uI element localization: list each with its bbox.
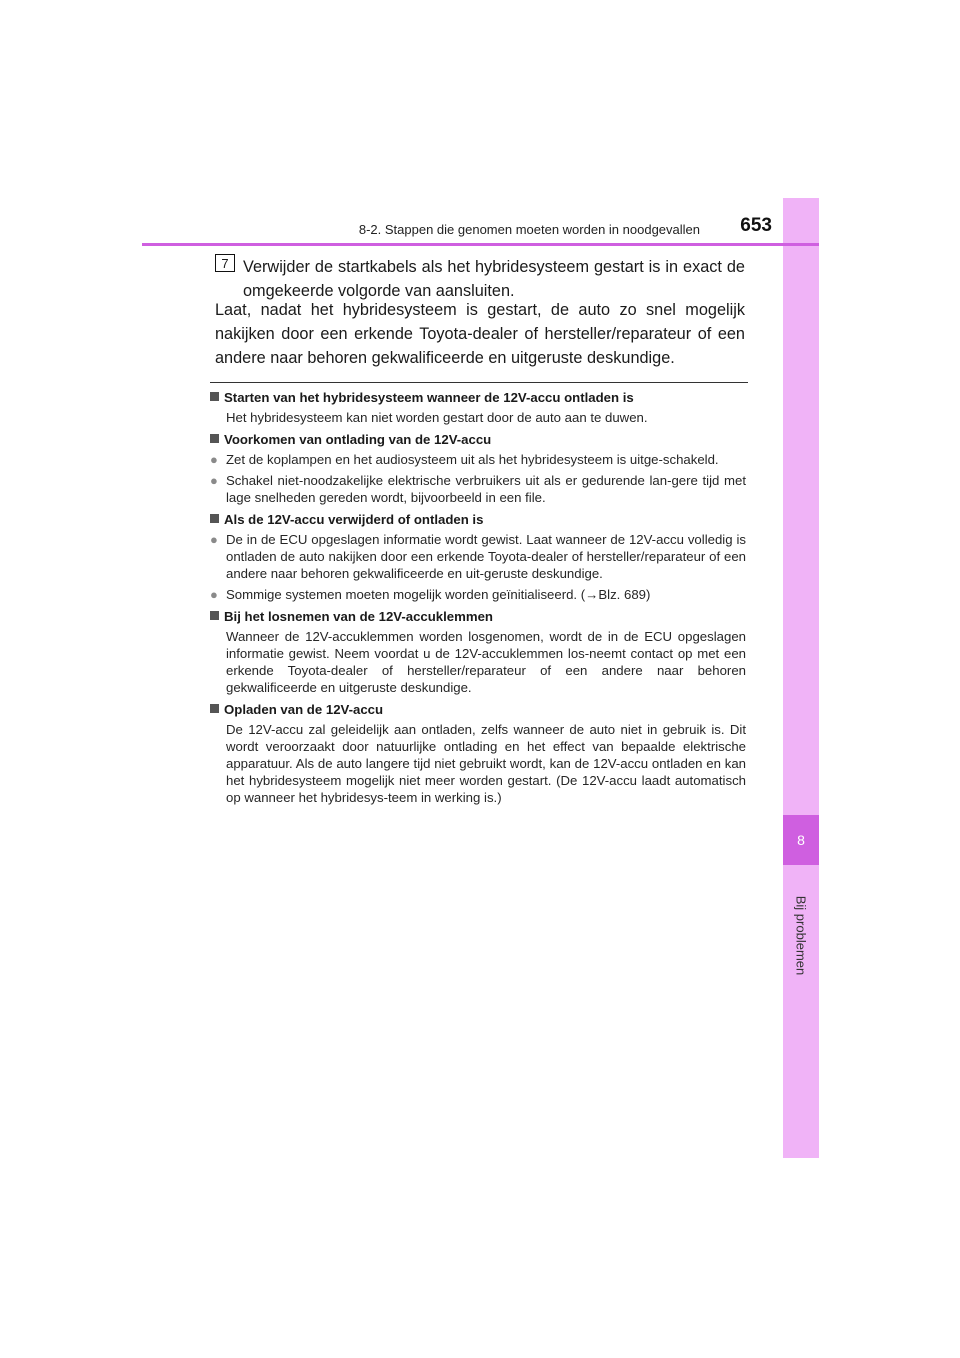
square-bullet-icon xyxy=(210,704,219,713)
circle-bullet-icon: ● xyxy=(210,587,218,602)
square-bullet-icon xyxy=(210,392,219,401)
note-section xyxy=(210,701,746,806)
note-heading-text: Voorkomen van ontlading van de 12V-accu xyxy=(224,432,492,447)
step-instruction xyxy=(243,255,745,303)
step-followup-note xyxy=(215,298,745,370)
note-bullet-text: Schakel niet-noodzakelijke elektrische verbruikers uit als er gedurende lan-gere tijd met lage snelheden gereden wordt, bijvoorbeeld in een file. xyxy=(226,473,746,505)
note-heading xyxy=(210,608,746,625)
circle-bullet-icon: ● xyxy=(210,532,218,547)
step-number-box: 7 xyxy=(215,254,235,272)
chapter-label-container xyxy=(783,880,819,990)
note-body: Het hybridesysteem kan niet worden gestart door de auto aan te duwen. xyxy=(226,410,648,425)
chapter-label: Bij problemen xyxy=(793,895,809,975)
note-bullet-item xyxy=(210,586,746,603)
step-followup-text: Laat, nadat het hybridesysteem is gestart, de auto zo snel mogelijk nakijken door een erkende Toyota-dealer of hersteller/reparateur of een andere naar behoren gekwalificeerde en uitgeruste deskundige. xyxy=(215,301,745,367)
note-body: De 12V-accu zal geleidelijk aan ontladen, zelfs wanneer de auto niet in gebruik is. Dit wordt veroorzaakt door natuurlijke ontlading en het effect van bepaalde elektrische apparatuur. Als de auto langere tijd niet gebruikt wordt, kan de 12V-accu ontladen en kan het hybridesysteem mogelijk niet meer worden gestart. (De 12V-accu laadt automatisch op wanneer het hybridesys-teem in werking is.) xyxy=(226,722,746,805)
note-heading-text: Opladen van de 12V-accu xyxy=(224,702,384,717)
section-divider xyxy=(210,382,748,383)
note-section xyxy=(210,389,746,426)
chapter-number-badge xyxy=(783,815,819,865)
note-heading xyxy=(210,511,746,528)
step-instruction-text: Verwijder de startkabels als het hybridesysteem gestart is in exact de omgekeerde volgorde van aansluiten. xyxy=(243,258,745,300)
note-bullet-item xyxy=(210,531,746,582)
note-section xyxy=(210,608,746,696)
circle-bullet-icon: ● xyxy=(210,452,218,467)
note-heading-text: Starten van het hybridesysteem wanneer de 12V-accu ontladen is xyxy=(224,390,634,405)
note-section xyxy=(210,511,746,603)
note-heading-text: Als de 12V-accu verwijderd of ontladen is xyxy=(224,512,484,527)
note-heading-text: Bij het losnemen van de 12V-accuklemmen xyxy=(224,609,493,624)
note-heading xyxy=(210,701,746,718)
page-number: 653 xyxy=(740,215,772,236)
section-header-title: 8-2. Stappen die genomen moeten worden in noodgevallen xyxy=(358,222,700,237)
note-section xyxy=(210,431,746,506)
note-heading xyxy=(210,431,746,448)
chapter-side-tab xyxy=(783,198,819,1158)
header-rule xyxy=(142,243,819,246)
square-bullet-icon xyxy=(210,434,219,443)
square-bullet-icon xyxy=(210,611,219,620)
note-bullet-text: De in de ECU opgeslagen informatie wordt gewist. Laat wanneer de 12V-accu volledig is ontladen de auto nakijken door een erkende Toyota-dealer of hersteller/reparateur of een andere naar behoren gekwalificeerde en uit-geruste deskundige. xyxy=(226,532,746,581)
square-bullet-icon xyxy=(210,514,219,523)
note-heading xyxy=(210,389,746,406)
notes-list xyxy=(210,389,746,811)
chapter-number: 8 xyxy=(797,832,805,848)
note-body: Wanneer de 12V-accuklemmen worden losgenomen, wordt de in de ECU opgeslagen informatie gewist. Neem voordat u de 12V-accuklemmen los-neemt contact op met een erkende Toyota-dealer of hersteller/reparateur of een andere naar behoren gekwalificeerde en uitgeruste deskundige. xyxy=(226,629,746,695)
note-bullet-text: Sommige systemen moeten mogelijk worden geïnitialiseerd. (→Blz. 689) xyxy=(226,587,651,602)
note-bullet-item xyxy=(210,451,746,468)
note-bullet-item xyxy=(210,472,746,506)
note-bullet-text: Zet de koplampen en het audiosysteem uit als het hybridesysteem is uitge-schakeld. xyxy=(226,452,719,467)
circle-bullet-icon: ● xyxy=(210,473,218,488)
